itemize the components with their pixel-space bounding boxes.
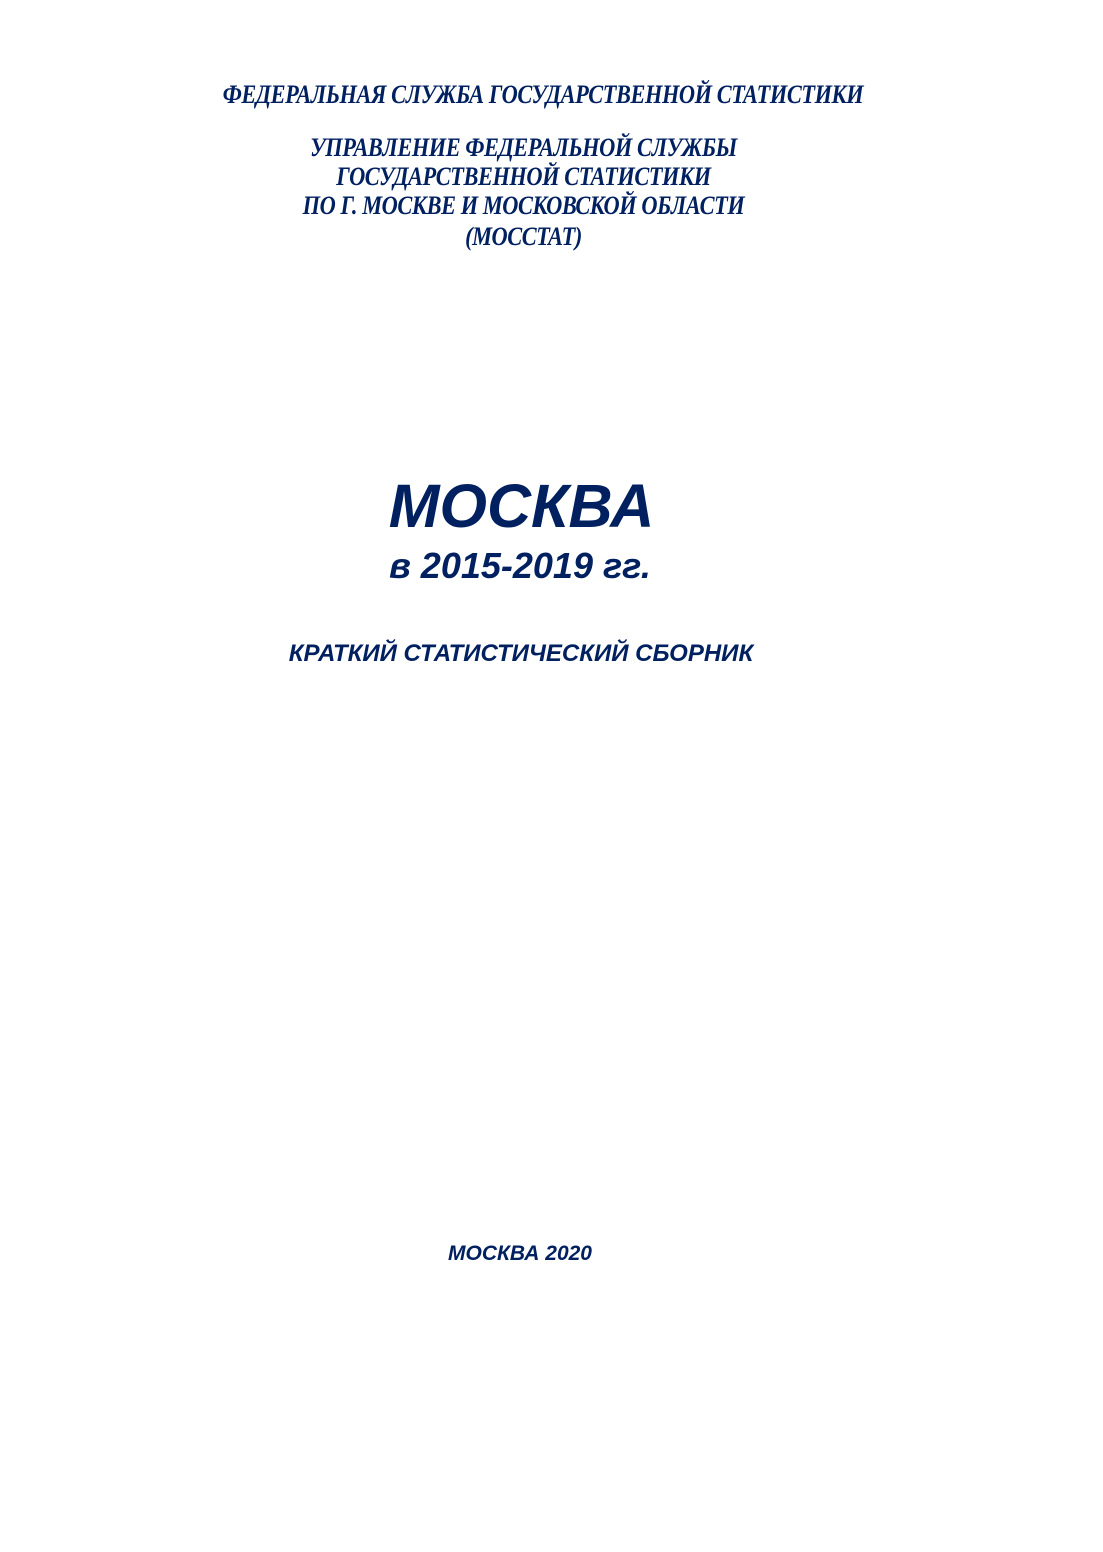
department-abbreviation: (МОССТАТ) bbox=[465, 222, 582, 251]
document-subtitle-years: в 2015-2019 гг. bbox=[389, 545, 651, 586]
publication-place-year: МОСКВА 2020 bbox=[448, 1242, 592, 1265]
department-name-line-3: ПО Г. МОСКВЕ И МОСКОВСКОЙ ОБЛАСТИ bbox=[302, 191, 745, 220]
agency-name: ФЕДЕРАЛЬНАЯ СЛУЖБА ГОСУДАРСТВЕННОЙ СТАТИСТИКИ bbox=[222, 80, 864, 109]
document-title: МОСКВА bbox=[388, 472, 655, 540]
department-name-line-1: УПРАВЛЕНИЕ ФЕДЕРАЛЬНОЙ СЛУЖБЫ bbox=[310, 133, 737, 162]
department-name-line-2: ГОСУДАРСТВЕННОЙ СТАТИСТИКИ bbox=[336, 162, 711, 191]
collection-type-heading: КРАТКИЙ СТАТИСТИЧЕСКИЙ СБОРНИК bbox=[288, 640, 754, 667]
